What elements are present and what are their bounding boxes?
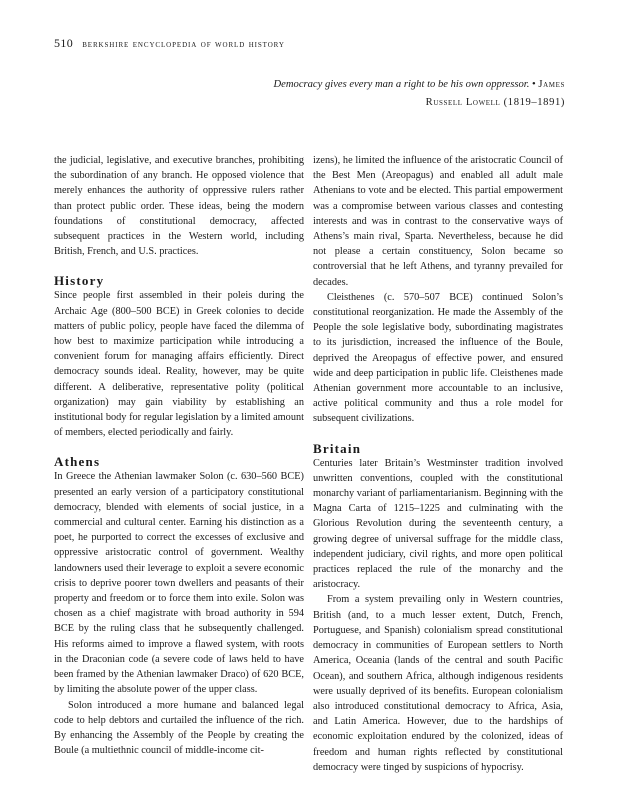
epigraph-attribution: James Russell Lowell (1819–1891) (425, 79, 565, 108)
paragraph-britain-2: From a system prevailing only in Western countries, British (and, to a much lesser extent, Dutch, French, Portuguese, and Spanish) colonialism spread constitutional democracy in communities of European settlers to North America, Oceania (lands of the central and south Pacific Ocean), and southern Africa, although indigenous residents were usually deprived of its benefits. European colonialism also introduced constitutional democracy to Africa, Asia, and Latin America. However, due to the hardships of economic exploitation endured by the colonized, ideas of freedom and human rights reflected by constitutional democracy were tinged by suspicions of hypocrisy. (313, 594, 563, 773)
paragraph-intro: the judicial, legislative, and executive branches, prohibiting the subordination of any branch. He opposed violence that merely enhances the authority of oppressive rulers rather than protect public order. These ideas, being the modern foundations of constitutional democracy, affected subsequent practices in the Western world, including British, French, and U.S. practices. (54, 155, 304, 258)
epigraph-bullet: • (532, 79, 536, 90)
heading-britain: Britain (313, 440, 362, 456)
epigraph (235, 76, 565, 112)
paragraph-continued: izens), he limited the influence of the aristocratic Council of the Best Men (Areopagus) and enabled all adult male Athenians to vote and be elected. This partial empowerment was a compromise between various classes and contesting interests and was in contrast to the conservative ways of Athens’s main rival, Sparta. Nevertheless, because he did not please a certain constituency, Solon became so controversial that he left Athens, and tyranny prevailed for decades. (313, 155, 563, 288)
left-column (54, 153, 304, 758)
running-title: berkshire encyclopedia of world history (82, 39, 285, 50)
page-number: 510 (54, 36, 74, 50)
paragraph-athens-1: In Greece the Athenian lawmaker Solon (c. 630–560 BCE) presented an early version of a participatory constitutional democracy, blended with elements of social justice, in a commercial and cultural center. Earning his distinction as a poet, he purported to correct the excesses of exclusive and oppressive aristocratic control of government. Wealthy landowners used their leverage to exploit a severe economic crisis to deprive poorer town dwellers and peasants of their property and freedom or to force them into exile. Solon was chosen as a chief magistrate with broad authority in 594 BCE by the ruling class that he subsequently challenged. His reforms aimed to improve a flawed system, with roots in the Draconian code (a severe code of laws held to have been framed by the Athenian lawmaker Draco) of 620 BCE, by limiting the absolute power of the upper class. (54, 471, 304, 696)
running-header (54, 36, 285, 51)
heading-history: History (54, 273, 105, 289)
paragraph-history: Since people first assembled in their poleis during the Archaic Age (800–500 BCE) in Greek colonies to decide matters of public policy, people have faced the dilemma of how best to maximize participation while introducing a convenient forum for managing affairs efficiently. Direct democracy sounds ideal. Reality, however, may be quite different. A deliberative, representative polity (political organization) may gain viability by establishing an institutional body for regular legislation by a limited amount of members, elected periodically and fairly. (54, 290, 304, 439)
paragraph-athens-2: Solon introduced a more humane and balanced legal code to help debtors and curtailed the influence of the rich. By enhancing the Assembly of the People by creating the Boule (a multiethnic council of middle-income cit- (54, 699, 304, 757)
epigraph-text: Democracy gives every man a right to be his own oppressor. (273, 79, 530, 90)
paragraph-britain-1: Centuries later Britain’s Westminster tradition involved unwritten conventions, coupled with the constitutional monarchy variant of parliamentarianism. Beginning with the Magna Carta of 1215–1225 and culminating with the Glorious Revolution during the seventeenth century, a growing degree of universal suffrage for the middle class, independent judiciary, civil rights, and more open political practices replaced the rule of the monarchy and the aristocracy. (313, 457, 563, 591)
heading-athens: Athens (54, 454, 101, 470)
paragraph-cleisthenes: Cleisthenes (c. 570–507 BCE) continued Solon’s constitutional reorganization. He made the Assembly of the People the sole legislative body, subordinating magistrates to its jurisdiction, increased the influence of the Boule, deprived the Areopagus of effective power, and ensured wide and deep participation in public life. Cleisthenes made Athenian government more accountable to an inclusive, active political community and thus a role model for subsequent civilizations. (313, 291, 563, 425)
right-column (313, 153, 563, 775)
